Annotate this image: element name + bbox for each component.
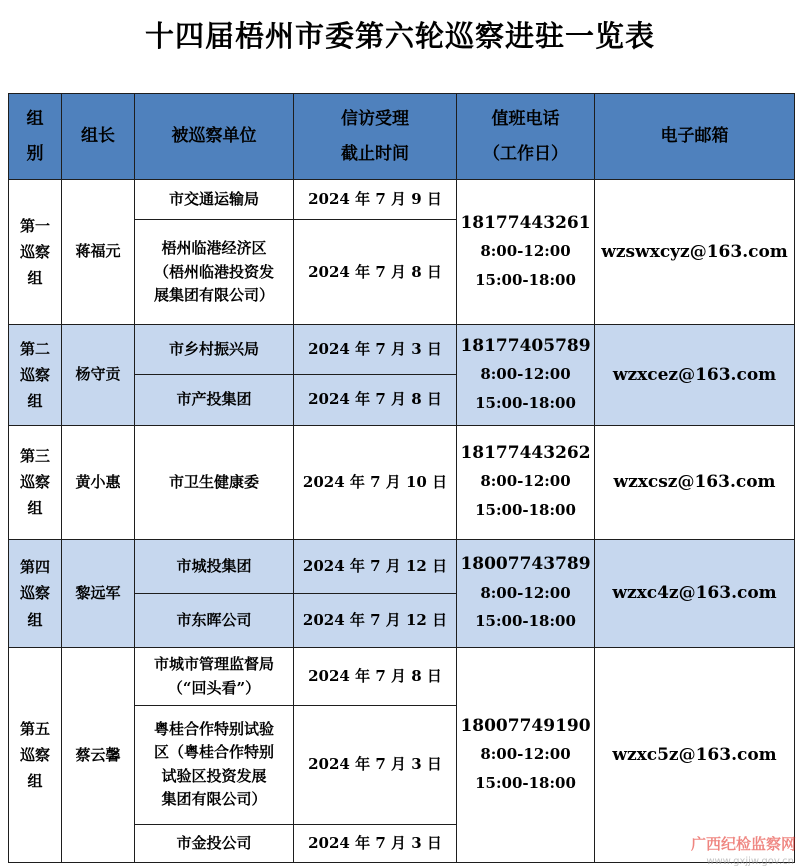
duty-hours: 15:00-18:00 bbox=[475, 612, 576, 631]
phone-cell bbox=[457, 425, 595, 539]
email-cell: wzxc4z@163.com bbox=[595, 539, 795, 648]
group-name-cell: 第三 巡察 组 bbox=[9, 425, 62, 539]
deadline-cell: 2024 年 7 月 12 日 bbox=[294, 539, 457, 593]
unit-cell: 市交通运输局 bbox=[135, 180, 294, 220]
group-name-cell: 第二 巡察 组 bbox=[9, 325, 62, 426]
leader-cell: 黄小惠 bbox=[62, 425, 135, 539]
phone-cell bbox=[457, 539, 595, 648]
watermark: 广西纪检监察网 bbox=[690, 835, 796, 853]
header-group: 组 别 bbox=[9, 94, 62, 180]
email-cell: wzxcsz@163.com bbox=[595, 425, 795, 539]
deadline-cell: 2024 年 7 月 9 日 bbox=[294, 180, 457, 220]
duty-hours: 8:00-12:00 bbox=[480, 745, 571, 764]
unit-cell: 粤桂合作特别试验 区（粤桂合作特别 试验区投资发展 集团有限公司） bbox=[135, 705, 294, 824]
unit-cell: 市乡村振兴局 bbox=[135, 325, 294, 375]
watermark-url: www.gxjjw.gov.cn bbox=[706, 856, 794, 867]
page-title: 十四届梧州市委第六轮巡察进驻一览表 bbox=[144, 19, 655, 53]
email-cell: wzxc5z@163.com bbox=[595, 648, 795, 863]
table-row bbox=[9, 325, 795, 375]
unit-cell: 市金投公司 bbox=[135, 824, 294, 862]
unit-cell: 市东晖公司 bbox=[135, 593, 294, 647]
table-row bbox=[9, 180, 795, 220]
deadline-cell: 2024 年 7 月 3 日 bbox=[294, 705, 457, 824]
duty-hours: 8:00-12:00 bbox=[480, 242, 571, 261]
table-body bbox=[9, 180, 795, 863]
leader-cell: 黎远军 bbox=[62, 539, 135, 648]
inspection-table bbox=[8, 93, 795, 863]
deadline-cell: 2024 年 7 月 8 日 bbox=[294, 220, 457, 325]
unit-cell: 市城投集团 bbox=[135, 539, 294, 593]
phone-number: 18177443262 bbox=[460, 443, 591, 464]
phone-number: 18177443261 bbox=[460, 212, 591, 233]
deadline-cell: 2024 年 7 月 3 日 bbox=[294, 824, 457, 862]
email-cell: wzxcez@163.com bbox=[595, 325, 795, 426]
group-name-cell: 第一 巡察 组 bbox=[9, 180, 62, 325]
duty-hours: 15:00-18:00 bbox=[475, 773, 576, 792]
header-leader: 组长 bbox=[62, 94, 135, 180]
unit-cell: 市城市管理监督局 （“回头看”） bbox=[135, 648, 294, 705]
deadline-cell: 2024 年 7 月 12 日 bbox=[294, 593, 457, 647]
group-name-cell: 第五 巡察 组 bbox=[9, 648, 62, 863]
duty-hours: 15:00-18:00 bbox=[475, 500, 576, 519]
duty-hours: 8:00-12:00 bbox=[480, 472, 571, 491]
header-phone: 值班电话 （工作日） bbox=[457, 94, 595, 180]
email-cell: wzswxcyz@163.com bbox=[595, 180, 795, 325]
phone-cell bbox=[457, 648, 595, 863]
header-unit: 被巡察单位 bbox=[135, 94, 294, 180]
unit-cell: 梧州临港经济区 （梧州临港投资发 展集团有限公司） bbox=[135, 220, 294, 325]
duty-hours: 15:00-18:00 bbox=[475, 270, 576, 289]
deadline-cell: 2024 年 7 月 8 日 bbox=[294, 648, 457, 705]
duty-hours: 15:00-18:00 bbox=[475, 393, 576, 412]
leader-cell: 杨守贡 bbox=[62, 325, 135, 426]
table-row bbox=[9, 425, 795, 539]
group-name-cell: 第四 巡察 组 bbox=[9, 539, 62, 648]
leader-cell: 蔡云馨 bbox=[62, 648, 135, 863]
table-row bbox=[9, 539, 795, 593]
duty-hours: 8:00-12:00 bbox=[480, 365, 571, 383]
deadline-cell: 2024 年 7 月 3 日 bbox=[294, 325, 457, 375]
header-deadline: 信访受理 截止时间 bbox=[294, 94, 457, 180]
unit-cell: 市产投集团 bbox=[135, 375, 294, 425]
phone-cell bbox=[457, 180, 595, 325]
duty-hours: 8:00-12:00 bbox=[480, 583, 571, 602]
deadline-cell: 2024 年 7 月 8 日 bbox=[294, 375, 457, 425]
phone-number: 18177405789 bbox=[460, 335, 591, 356]
leader-cell: 蒋福元 bbox=[62, 180, 135, 325]
phone-number: 18007749190 bbox=[460, 716, 591, 737]
table-row bbox=[9, 648, 795, 705]
phone-number: 18007743789 bbox=[460, 554, 591, 575]
unit-cell: 市卫生健康委 bbox=[135, 425, 294, 539]
deadline-cell: 2024 年 7 月 10 日 bbox=[294, 425, 457, 539]
header-email: 电子邮箱 bbox=[595, 94, 795, 180]
phone-cell bbox=[457, 325, 595, 426]
